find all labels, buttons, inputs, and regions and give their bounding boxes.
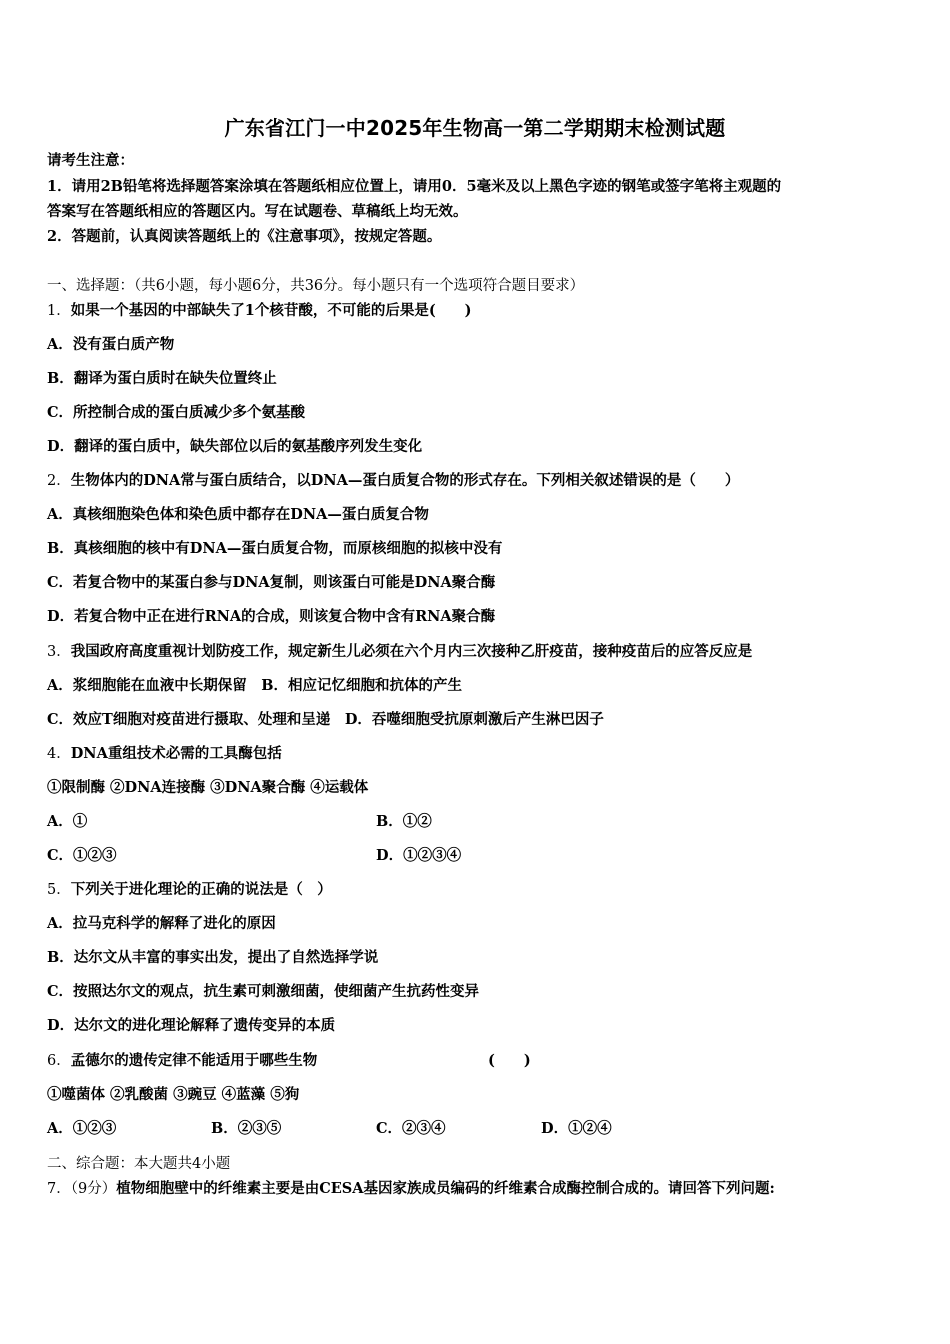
question-7-stem: 植物细胞壁中的纤维素主要是由CESA基因家族成员编码的纤维素合成酶控制合成的。请回答下列问题: bbox=[116, 1180, 775, 1197]
question-4-option-a: A．① bbox=[47, 813, 88, 830]
question-7 bbox=[47, 1179, 775, 1199]
question-7-score: （9分） bbox=[70, 1181, 117, 1197]
question-6-option-d: D．①②④ bbox=[541, 1120, 612, 1137]
question-4-items: ①限制酶 ②DNA连接酶 ③DNA聚合酶 ④运载体 bbox=[47, 779, 369, 796]
question-4-stem: DNA重组技术必需的工具酶包括 bbox=[70, 745, 282, 762]
question-6 bbox=[47, 1051, 317, 1071]
question-6-stem: 孟德尔的遗传定律不能适用于哪些生物 bbox=[70, 1052, 318, 1069]
question-2-option-d: D．若复合物中正在进行RNA的合成，则该复合物中含有RNA聚合酶 bbox=[47, 608, 496, 625]
question-2 bbox=[47, 471, 739, 491]
question-5 bbox=[47, 880, 332, 900]
question-4-number: 4． bbox=[47, 746, 71, 762]
question-5-number: 5． bbox=[47, 882, 71, 898]
question-6-answer-paren: ( ) bbox=[488, 1052, 531, 1069]
question-2-option-c: C．若复合物中的某蛋白参与DNA复制，则该蛋白可能是DNA聚合酶 bbox=[47, 574, 496, 591]
question-2-number: 2． bbox=[47, 473, 71, 489]
question-1-option-a: A．没有蛋白质产物 bbox=[47, 336, 175, 353]
notice-item-2: 2．答题前，认真阅读答题纸上的《注意事项》，按规定答题。 bbox=[47, 228, 442, 245]
question-6-option-a: A．①②③ bbox=[47, 1120, 117, 1137]
question-7-number: 7． bbox=[47, 1181, 71, 1197]
question-3-options-cd: C．效应T细胞对疫苗进行摄取、处理和呈递 D．吞噬细胞受抗原刺激后产生淋巴因子 bbox=[47, 711, 604, 728]
question-4-option-c: C．①②③ bbox=[47, 847, 117, 864]
page-title: 广东省江门一中2025年生物高一第二学期期末检测试题 bbox=[224, 116, 726, 140]
notice-item-1-line-1: 1．请用2B铅笔将选择题答案涂填在答题纸相应位置上，请用0．5毫米及以上黑色字迹的钢笔或签字笔将主观题的 bbox=[47, 178, 782, 195]
notice-item-1-line-2: 答案写在答题纸相应的答题区内。写在试题卷、草稿纸上均无效。 bbox=[47, 203, 468, 220]
question-2-stem: 生物体内的DNA常与蛋白质结合，以DNA—蛋白质复合物的形式存在。下列相关叙述错误的是（ ） bbox=[70, 472, 740, 489]
question-6-option-b: B．②③⑤ bbox=[211, 1120, 282, 1137]
question-4 bbox=[47, 744, 282, 764]
question-2-option-b: B．真核细胞的核中有DNA—蛋白质复合物，而原核细胞的拟核中没有 bbox=[47, 540, 503, 557]
question-3 bbox=[47, 642, 752, 662]
section-1-header: 一、选择题：（共6小题，每小题6分，共36分。每小题只有一个选项符合题目要求） bbox=[47, 278, 585, 294]
question-6-number: 6． bbox=[47, 1053, 71, 1069]
question-4-option-d: D．①②③④ bbox=[376, 847, 462, 864]
question-1-stem: 如果一个基因的中部缺失了1个核苷酸，不可能的后果是( ) bbox=[70, 302, 472, 319]
question-5-option-d: D．达尔文的进化理论解释了遗传变异的本质 bbox=[47, 1017, 336, 1034]
question-1-option-c: C．所控制合成的蛋白质减少多个氨基酸 bbox=[47, 404, 306, 421]
question-6-items: ①噬菌体 ②乳酸菌 ③豌豆 ④蓝藻 ⑤狗 bbox=[47, 1086, 300, 1103]
question-2-option-a: A．真核细胞染色体和染色质中都存在DNA—蛋白质复合物 bbox=[47, 506, 429, 523]
question-1-number: 1． bbox=[47, 303, 71, 319]
section-2-header: 二、综合题：本大题共4小题 bbox=[47, 1156, 231, 1172]
notice-header: 请考生注意： bbox=[47, 152, 134, 169]
question-5-option-a: A．拉马克科学的解释了进化的原因 bbox=[47, 915, 276, 932]
question-4-option-b: B．①② bbox=[376, 813, 432, 830]
question-1-option-d: D．翻译的蛋白质中，缺失部位以后的氨基酸序列发生变化 bbox=[47, 438, 423, 455]
question-1 bbox=[47, 301, 472, 321]
question-5-option-b: B．达尔文从丰富的事实出发，提出了自然选择学说 bbox=[47, 949, 379, 966]
question-3-options-ab: A．浆细胞能在血液中长期保留 B．相应记忆细胞和抗体的产生 bbox=[47, 677, 463, 694]
question-1-option-b: B．翻译为蛋白质时在缺失位置终止 bbox=[47, 370, 277, 387]
question-3-stem: 我国政府高度重视计划防疫工作，规定新生儿必须在六个月内三次接种乙肝疫苗，接种疫苗后的应答反应是 bbox=[70, 643, 753, 660]
question-6-option-c: C．②③④ bbox=[376, 1120, 446, 1137]
question-5-option-c: C．按照达尔文的观点，抗生素可刺激细菌，使细菌产生抗药性变异 bbox=[47, 983, 480, 1000]
question-3-number: 3． bbox=[47, 644, 71, 660]
question-5-stem: 下列关于进化理论的正确的说法是（ ） bbox=[70, 881, 332, 898]
